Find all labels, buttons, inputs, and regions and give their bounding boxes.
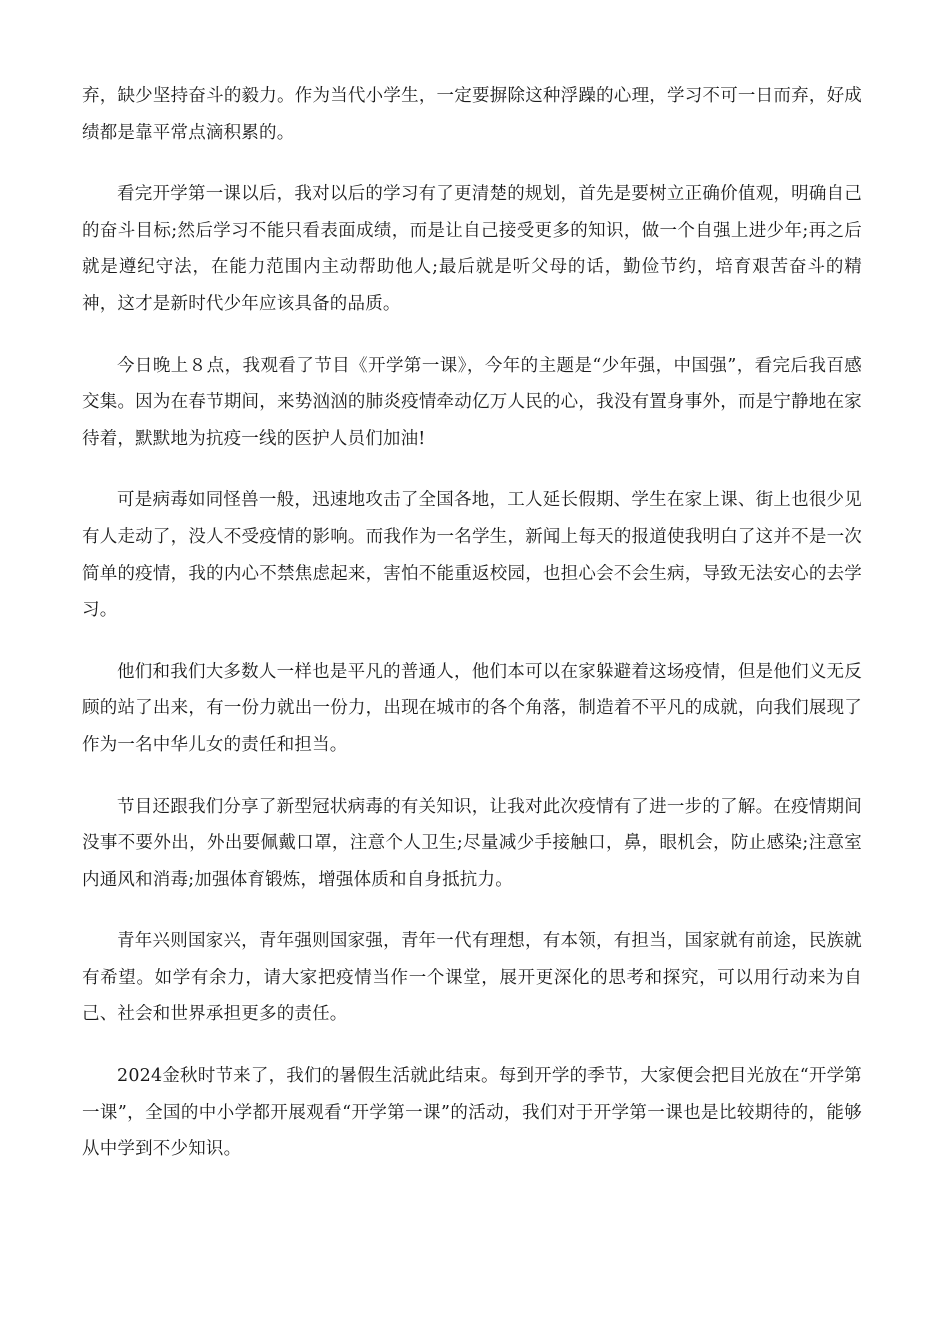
paragraph-study-plan: 看完开学第一课以后，我对以后的学习有了更清楚的规划，首先是要树立正确价值观，明确自己的奋斗目标;然后学习不能只看表面成绩，而是让自己接受更多的知识，做一个自强上进少年;再之后就是遵纪守法，在能力范围内主动帮助他人;最后就是听父母的话，勤俭节约，培育艰苦奋斗的精神，这才是新时代少年应该具备的品质。 bbox=[82, 184, 862, 314]
paragraph-autumn-semester: 2024金秋时节来了，我们的暑假生活就此结束。每到开学的季节，大家便会把目光放在“开学第一课”，全国的中小学都开展观看“开学第一课”的活动，我们对于开学第一课也是比较期待的，能够从中学到不少知识。 bbox=[82, 1066, 862, 1160]
paragraph-ordinary-heroes: 他们和我们大多数人一样也是平凡的普通人，他们本可以在家躲避着这场疫情，但是他们义无反顾的站了出来，有一份力就出一份力，出现在城市的各个角落，制造着不平凡的成就，向我们展现了作为一名中华儿女的责任和担当。 bbox=[82, 661, 862, 755]
paragraph-prevention-knowledge: 节目还跟我们分享了新型冠状病毒的有关知识，让我对此次疫情有了进一步的了解。在疫情期间没事不要外出，外出要佩戴口罩，注意个人卫生;尽量减少手接触口，鼻，眼机会，防止感染;注意室内通风和消毒;加强体育锻炼，增强体质和自身抵抗力。 bbox=[82, 796, 862, 890]
paragraph-program-viewing: 今日晚上８点，我观看了节目《开学第一课》，今年的主题是“少年强，中国强”，看完后我百感交集。因为在春节期间，来势汹汹的肺炎疫情牵动亿万人民的心，我没有置身事外，而是宁静地在家待着，默默地为抗疫一线的医护人员们加油! bbox=[82, 355, 862, 449]
paragraph-continuation: 弃，缺少坚持奋斗的毅力。作为当代小学生，一定要摒除这种浮躁的心理，学习不可一日而弃，好成绩都是靠平常点滴积累的。 bbox=[82, 86, 862, 143]
paragraph-youth-responsibility: 青年兴则国家兴，青年强则国家强，青年一代有理想，有本领，有担当，国家就有前途，民族就有希望。如学有余力，请大家把疫情当作一个课堂，展开更深化的思考和探究，可以用行动来为自己、社会和世界承担更多的责任。 bbox=[82, 931, 862, 1025]
paragraph-virus-impact: 可是病毒如同怪兽一般，迅速地攻击了全国各地，工人延长假期、学生在家上课、街上也很少见有人走动了，没人不受疫情的影响。而我作为一名学生，新闻上每天的报道使我明白了这并不是一次简单的疫情，我的内心不禁焦虑起来，害怕不能重返校园，也担心会不会生病，导致无法安心的去学习。 bbox=[82, 490, 862, 621]
document-body bbox=[82, 78, 862, 1193]
